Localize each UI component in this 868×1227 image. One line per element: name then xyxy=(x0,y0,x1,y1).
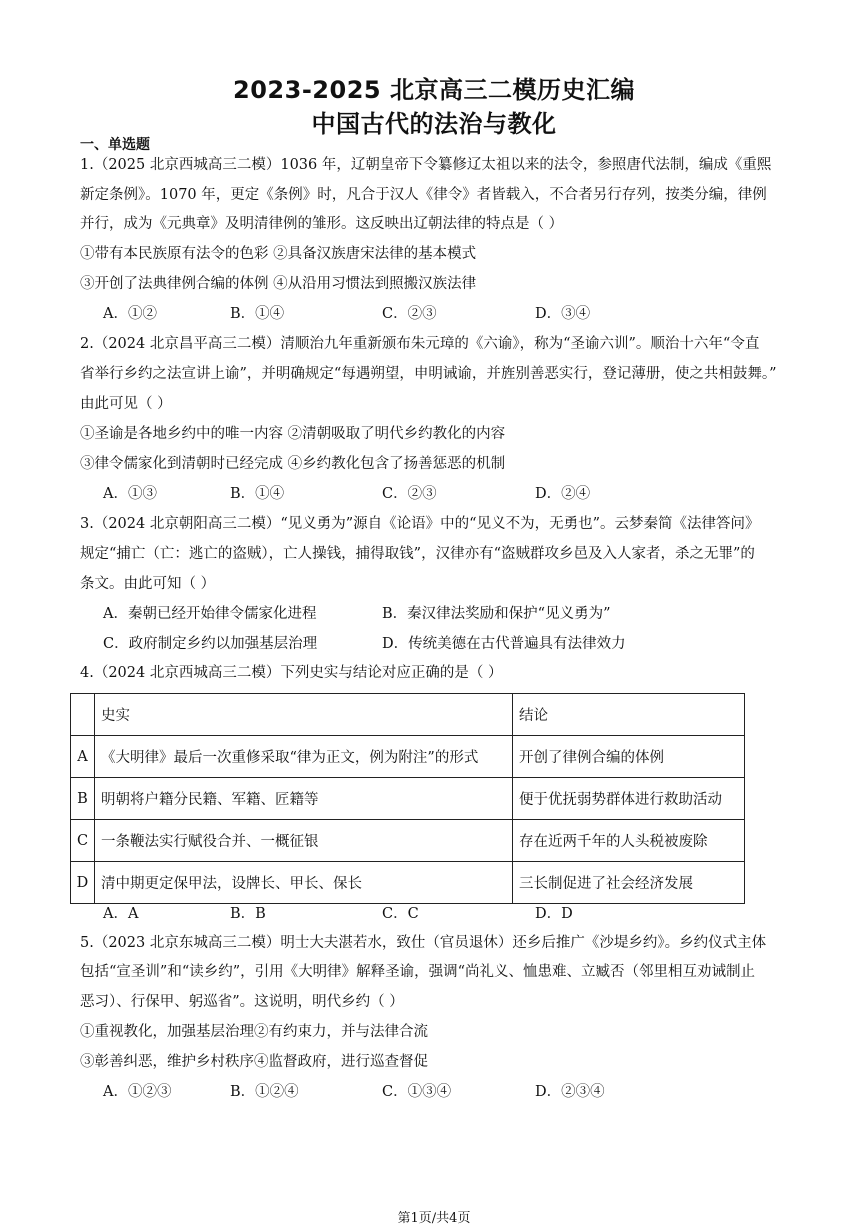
option-b[interactable]: B．①④ xyxy=(230,486,285,502)
fact-conclusion-table xyxy=(70,693,745,904)
question-text-line: 4.（2024 北京西城高三二模）下列史实与结论对应正确的是（ ） xyxy=(80,665,503,681)
conclusion-cell: 便于优抚弱势群体进行救助活动 xyxy=(513,778,745,820)
question-text-line: 规定“捕亡（亡：逃亡的盗贼），亡人操钱，捕得取钱”，汉律亦有“盗贼群攻乡邑及入人家者，杀之无罪”的 xyxy=(80,546,755,562)
fact-cell: 《大明律》最后一次重修采取“律为正文，例为附注”的形式 xyxy=(95,736,513,778)
statement-line: ①圣谕是各地乡约中的唯一内容 ②清朝吸取了明代乡约教化的内容 xyxy=(80,426,506,442)
option-c[interactable]: C．政府制定乡约以加强基层治理 xyxy=(103,636,318,652)
question-text-line: 由此可见（ ） xyxy=(80,396,172,412)
option-a[interactable]: A．①②③ xyxy=(103,1084,172,1100)
fact-cell: 一条鞭法实行赋役合并、一概征银 xyxy=(95,820,513,862)
table-header-cell: 结论 xyxy=(513,694,745,736)
section-heading: 一、单选题 xyxy=(80,137,150,153)
option-a[interactable]: A．①② xyxy=(103,306,157,322)
option-a[interactable]: A．A xyxy=(103,906,139,922)
statement-line: ①带有本民族原有法令的色彩 ②具备汉族唐宋法律的基本模式 xyxy=(80,246,477,262)
statement-line: ③开创了法典律例合编的体例 ④从沿用习惯法到照搬汉族法律 xyxy=(80,276,477,292)
row-key: B xyxy=(71,778,95,820)
table-row xyxy=(71,778,745,820)
option-c[interactable]: C．①③④ xyxy=(382,1084,452,1100)
question-text-line: 省举行乡约之法宣讲上谕”，并明确规定“每遇朔望，申明诫谕，并旌别善恶实行，登记薄册，使之共相鼓舞。” xyxy=(80,366,777,382)
option-a[interactable]: A．①③ xyxy=(103,486,157,502)
page-number: 第1页/共4页 xyxy=(397,1211,471,1226)
conclusion-cell: 三长制促进了社会经济发展 xyxy=(513,862,745,904)
question-text-line: 2.（2024 北京昌平高三二模）清顺治九年重新颁布朱元璋的《六谕》，称为“圣谕六训”。顺治十六年“令直 xyxy=(80,336,760,352)
fact-cell: 清中期更定保甲法，设牌长、甲长、保长 xyxy=(95,862,513,904)
question-text-line: 包括“宣圣训”和“读乡约”，引用《大明律》解释圣谕，强调“尚礼义、恤患难、立臧否（邻里相互劝诫制止 xyxy=(80,964,756,980)
question-text-line: 并行，成为《元典章》及明清律例的雏形。这反映出辽朝法律的特点是（ ） xyxy=(80,216,564,232)
question-text-line: 恶习）、行保甲、躬巡省”。这说明，明代乡约（ ） xyxy=(80,994,404,1010)
option-d[interactable]: D．②③④ xyxy=(535,1084,605,1100)
option-b[interactable]: B．①②④ xyxy=(230,1084,299,1100)
conclusion-cell: 存在近两千年的人头税被废除 xyxy=(513,820,745,862)
row-key: C xyxy=(71,820,95,862)
option-a[interactable]: A．秦朝已经开始律令儒家化进程 xyxy=(103,606,317,622)
row-key: A xyxy=(71,736,95,778)
option-d[interactable]: D．③④ xyxy=(535,306,591,322)
row-key: D xyxy=(71,862,95,904)
question-text-line: 3.（2024 北京朝阳高三二模）“见义勇为”源自《论语》中的“见义不为，无勇也”。云梦秦简《法律答问》 xyxy=(80,516,760,532)
question-text-line: 新定条例》。1070 年，更定《条例》时，凡合于汉人《律令》者皆载入，不合者另行存列，按类分编，律例 xyxy=(80,187,767,203)
statement-line: ①重视教化，加强基层治理②有约束力，并与法律合流 xyxy=(80,1024,428,1040)
option-b[interactable]: B．B xyxy=(230,906,266,922)
table-row xyxy=(71,820,745,862)
option-d[interactable]: D．D xyxy=(535,906,573,922)
table-header-cell xyxy=(71,694,95,736)
question-text-line: 5.（2023 北京东城高三二模）明士大夫湛若水，致仕（官员退休）还乡后推广《沙堤乡约》。乡约仪式主体 xyxy=(80,935,767,951)
statement-line: ③律令儒家化到清朝时已经完成 ④乡约教化包含了扬善惩恶的机制 xyxy=(80,456,506,472)
option-b[interactable]: B．秦汉律法奖励和保护“见义勇为” xyxy=(382,606,611,622)
option-c[interactable]: C．②③ xyxy=(382,486,437,502)
table-header-cell: 史实 xyxy=(95,694,513,736)
question-text-line: 条文。由此可知（ ） xyxy=(80,576,216,592)
option-c[interactable]: C．②③ xyxy=(382,306,437,322)
conclusion-cell: 开创了律例合编的体例 xyxy=(513,736,745,778)
table-header-row xyxy=(71,694,745,736)
table-row xyxy=(71,736,745,778)
option-d[interactable]: D．②④ xyxy=(535,486,591,502)
option-c[interactable]: C．C xyxy=(382,906,419,922)
page-subtitle: 中国古代的法治与教化 xyxy=(311,110,557,138)
page-title: 2023-2025 北京高三二模历史汇编 xyxy=(233,76,635,104)
fact-cell: 明朝将户籍分民籍、军籍、匠籍等 xyxy=(95,778,513,820)
option-b[interactable]: B．①④ xyxy=(230,306,285,322)
option-d[interactable]: D．传统美德在古代普遍具有法律效力 xyxy=(382,636,626,652)
question-text-line: 1.（2025 北京西城高三二模）1036 年，辽朝皇帝下令纂修辽太祖以来的法令，参照唐代法制，编成《重熙 xyxy=(80,157,772,173)
statement-line: ③彰善纠恶，维护乡村秩序④监督政府，进行巡查督促 xyxy=(80,1054,428,1070)
table-row xyxy=(71,862,745,904)
